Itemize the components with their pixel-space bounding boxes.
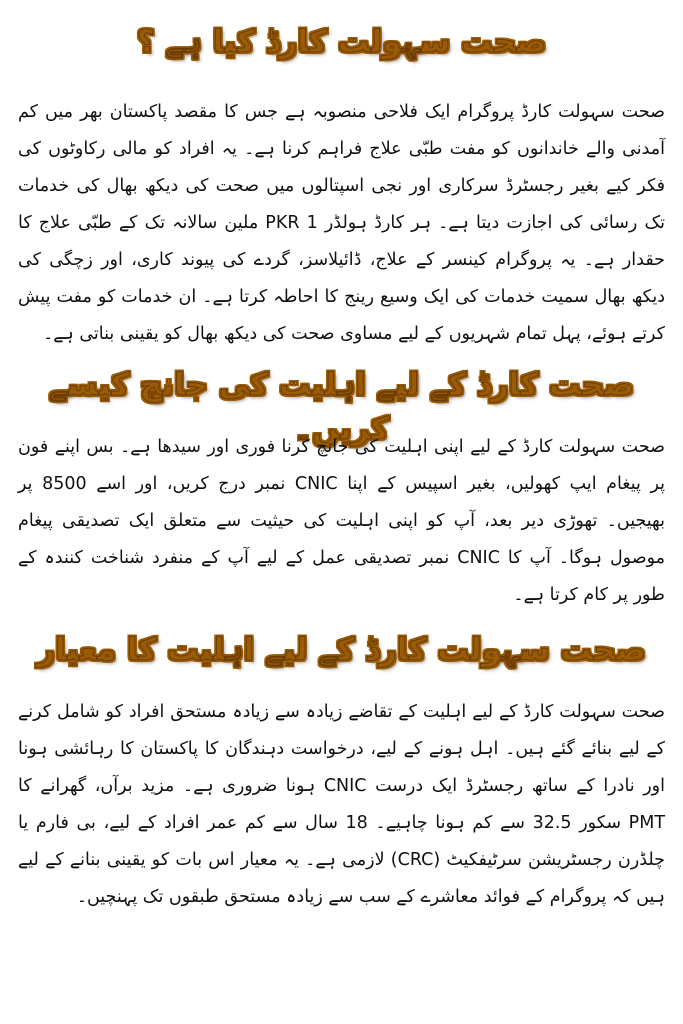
section-paragraph-check-eligibility: صحت سہولت کارڈ کے لیے اپنی اہلیت کی جانچ کرنا فوری اور سیدھا ہے۔ بس اپنے فون پر پیغام ایپ کھولیں، بغیر اسپیس کے اپنا CNIC نمبر درج کریں، اور اسے 8500 پر بھیجیں۔ تھوڑی دیر بعد، آپ کو اپنی اہلیت کی حیثیت سے متعلق ایک تصدیقی پیغام موصول ہوگا۔ آپ کا CNIC نمبر تصدیقی عمل کے لیے آپ کے منفرد شناخت کنندہ کے طور پر کام کرتا ہے۔ [18,437,665,605]
section-heading-what-is-card [18,12,665,80]
section-heading-check-eligibility [18,353,665,447]
section-paragraph-what-is-card: صحت سہولت کارڈ پروگرام ایک فلاحی منصوبہ ہے جس کا مقصد پاکستان بھر میں کم آمدنی والے خاندانوں کو مفت طبّی علاج فراہم کرنا ہے۔ یہ افراد کو مالی رکاوٹوں کی فکر کیے بغیر رجسٹرڈ سرکاری اور نجی اسپتالوں میں صحت کی دیکھ بھال کی خدمات تک رسائی کی اجازت دیتا ہے۔ ہر کارڈ ہولڈر PKR 1 ملین سالانہ تک کے طبّی علاج کا حقدار ہے۔ یہ پروگرام کینسر کے علاج، ڈائیلاسز، گردے کی پیوند کاری، اور زچگی کی دیکھ بھال سمیت خدمات کی ایک وسیع رینج کا احاطہ کرتا ہے۔ ان خدمات کو مفت پیش کرتے ہوئے، پہل تمام شہریوں کے لیے مساوی صحت کی دیکھ بھال کو یقینی بناتی ہے۔ [18,102,665,344]
section-heading-text: صحت سہولت کارڈ کیا ہے ؟ [136,24,547,60]
section-heading-text: صحت کارڈ کے لیے اہلیت کی جانچ کیسے کریں۔ [48,367,635,447]
section-heading-text: صحت سہولت کارڈ کے لیے اہلیت کا معیار [37,632,646,668]
section-paragraph-eligibility-criteria: صحت سہولت کارڈ کے لیے اہلیت کے تقاضے زیادہ سے زیادہ مستحق افراد کو شامل کرنے کے لیے بنائے گئے ہیں۔ اہل ہونے کے لیے، درخواست دہندگان کا پاکستان کا رہائشی ہونا اور نادرا کے ساتھ رجسٹرڈ ایک درست CNIC ہونا ضروری ہے۔ مزید برآں، گھرانے کا PMT سکور 32.5 سے کم ہونا چاہیے۔ 18 سال سے کم عمر افراد کے لیے، بی فارم یا چلڈرن رجسٹریشن سرٹیفکیٹ (CRC) لازمی ہے۔ یہ معیار اس بات کو یقینی بنانے کے لیے ہیں کہ پروگرام کے فوائد معاشرے کے سب سے زیادہ مستحق طبقوں تک پہنچیں۔ [18,702,666,907]
section-heading-eligibility-criteria [18,614,665,688]
